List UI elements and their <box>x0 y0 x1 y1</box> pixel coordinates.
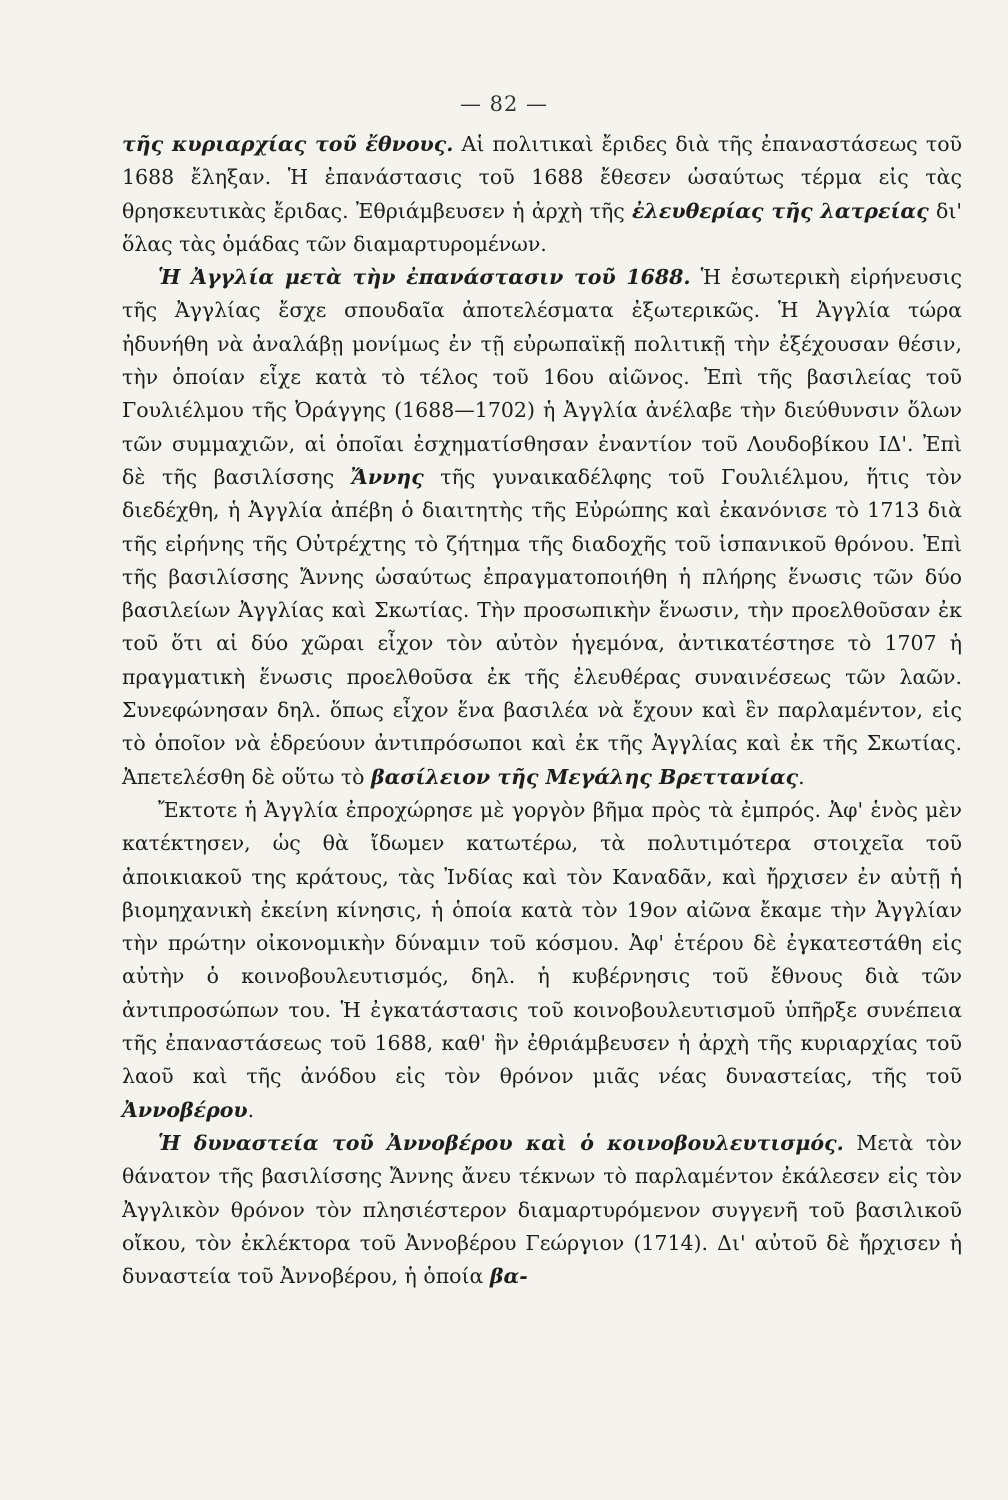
paragraph-2 <box>122 261 962 794</box>
paragraph-1-heading: τῆς κυριαρχίας τοῦ ἔθνους. <box>122 132 454 156</box>
section-heading-hanover-dynasty: Ἡ δυναστεία τοῦ Ἀννοβέρου καὶ ὁ κοινοβουλευτισμός. <box>158 1130 844 1155</box>
body-text <box>122 128 962 1293</box>
paragraph-3 <box>122 794 962 1127</box>
section-heading-england-after-1688: Ἡ Ἀγγλία μετὰ τὴν ἐπανάστασιν τοῦ 1688. <box>158 265 691 290</box>
paragraph-2-tail: τῆς γυναικαδέλφης τοῦ Γουλιέλμου, ἥτις τὸν διεδέχθη, ἡ Ἀγγλία ἀπέβη ὁ διαιτητὴς τῆς Εὐρώπης καὶ ἐκανόνισε τὸ 1713 διὰ τῆς εἰρήνης τῆς Οὐτρέχτης τὸ ζήτημα τῆς διαδοχῆς τοῦ ἱσπανικοῦ θρόνου. Ἐπὶ τῆς βασιλίσσης Ἄννης ὡσαύτως ἐπραγματοποιήθη ἡ πλήρης ἕνωσις τῶν δύο βασιλείων Ἀγγλίας καὶ Σκωτίας. Τὴν προσωπικὴν ἕνωσιν, τὴν προελθοῦσαν ἐκ τοῦ ὅτι αἱ δύο χῶραι εἶχον τὸν αὐτὸν ἡγεμόνα, ἀντικατέστησε τὸ 1707 ἡ πραγματικὴ ἕνωσις προελθοῦσα ἐκ τῆς ἐλευθέρας συναινέσεως τῶν λαῶν. Συνεφώνησαν δηλ. ὅπως εἶχον ἕνα βασιλέα νὰ ἔχουν καὶ ἓν παρλαμέντον, εἰς τὸ ὁποῖον νὰ ἑδρεύουν ἀντιπρόσωποι καὶ ἐκ τῆς Ἀγγλίας καὶ ἐκ τῆς Σκωτίας. Ἀπετελέσθη δὲ οὕτω τὸ <box>122 464 962 789</box>
paragraph-3-text: Ἔκτοτε ἡ Ἀγγλία ἐπροχώρησε μὲ γοργὸν βῆμα πρὸς τὰ ἐμπρός. Ἀφ' ἑνὸς μὲν κατέκτησεν, ὡς θὰ ἴδωμεν κατωτέρω, τὰ πολυτιμότερα στοιχεῖα τοῦ ἀποικιακοῦ της κράτους, τὰς Ἰνδίας καὶ τὸν Καναδᾶν, καὶ ἤρχισεν ἐν αὐτῇ ἡ βιομηχανικὴ ἐκείνη κίνησις, ἡ ὁποία κατὰ τὸν 19ον αἰῶνα ἔκαμε τὴν Ἀγγλίαν τὴν πρώτην οἰκονομικὴν δύναμιν τοῦ κόσμου. Ἀφ' ἑτέρου δὲ ἐγκατεστάθη εἰς αὐτὴν ὁ κοινοβουλευτισμός, δηλ. ἡ κυβέρνησις τοῦ ἔθνους διὰ τῶν ἀντιπροσώπων του. Ἡ ἐγκατάστασις τοῦ κοινοβουλευτισμοῦ ὑπῆρξε συνέπεια τῆς ἐπαναστάσεως τοῦ 1688, καθ' ἣν ἐθριάμβευσεν ἡ ἀρχὴ τῆς κυριαρχίας τοῦ λαοῦ καὶ τῆς ἀνόδου εἰς τὸν θρόνον μιᾶς νέας δυναστείας, τῆς τοῦ <box>122 797 962 1089</box>
paragraph-3-emphasis-hanover: Ἀννοβέρου <box>122 1097 248 1122</box>
paragraph-4-emphasis: βα- <box>489 1264 528 1289</box>
paragraph-4-text: Μετὰ τὸν θάνατον τῆς βασιλίσσης Ἄννης ἄνευ τέκνων τὸ παρλαμέντον ἐκάλεσεν εἰς τὸν Ἀγγλικὸν θρόνον τὸν πλησιέστερον διαμαρτυρόμενον συγγενῆ τοῦ βασιλικοῦ οἴκου, τὸν ἐκλέκτορα τοῦ Ἀννοβέρου Γεώργιον (1714). Δι' αὐτοῦ δὲ ἤρχισεν ἡ δυναστεία τοῦ Ἀννοβέρου, ἡ ὁποία <box>122 1130 962 1289</box>
paragraph-4 <box>122 1127 962 1293</box>
paragraph-2-end: . <box>798 764 805 789</box>
paragraph-1-tail: δι' ὅλας τὰς ὁμάδας τῶν διαμαρτυρομένων. <box>122 198 962 256</box>
paragraph-2-text: Ἡ ἐσωτερικὴ εἰρήνευσις τῆς Ἀγγλίας ἔσχε σπουδαῖα ἀποτελέσματα ἐξωτερικῶς. Ἡ Ἀγγλία τώρα ἠδυνήθη νὰ ἀναλάβῃ μονίμως ἐν τῇ εὐρωπαϊκῇ πολιτικῇ τὴν ἐξέχουσαν θέσιν, τὴν ὁποίαν εἶχε κατὰ τὸ τέλος τοῦ 16ου αἰῶνος. Ἐπὶ τῆς βασιλείας τοῦ Γουλιέλμου τῆς Ὀράγγης (1688—1702) ἡ Ἀγγλία ἀνέλαβε τὴν διεύθυνσιν ὅλων τῶν συμμαχιῶν, αἱ ὁποῖαι ἐσχηματίσθησαν ἐναντίον τοῦ Λουδοβίκου ΙΔ'. Ἐπὶ δὲ τῆς βασιλίσσης <box>122 265 962 489</box>
page-number: — 82 — <box>459 92 549 116</box>
paragraph-2-emphasis-anne: Ἄννης <box>350 464 424 489</box>
paragraph-1 <box>122 128 962 261</box>
paragraph-3-tail: . <box>247 1097 255 1122</box>
paragraph-2-emphasis-great-britain: βασίλειον τῆς Μεγάλης Βρεττανίας <box>371 764 799 789</box>
paragraph-1-emphasis: ἐλευθερίας τῆς λατρείας <box>632 198 929 223</box>
paragraph-1-text: Αἱ πολιτικαὶ ἔριδες διὰ τῆς ἐπαναστάσεως τοῦ 1688 ἔληξαν. Ἡ ἐπανάστασις τοῦ 1688 ἔθεσεν ὡσαύτως τέρμα εἰς τὰς θρησκευτικὰς ἔριδας. Ἐθριάμβευσεν ἡ ἀρχὴ τῆς <box>122 132 962 223</box>
